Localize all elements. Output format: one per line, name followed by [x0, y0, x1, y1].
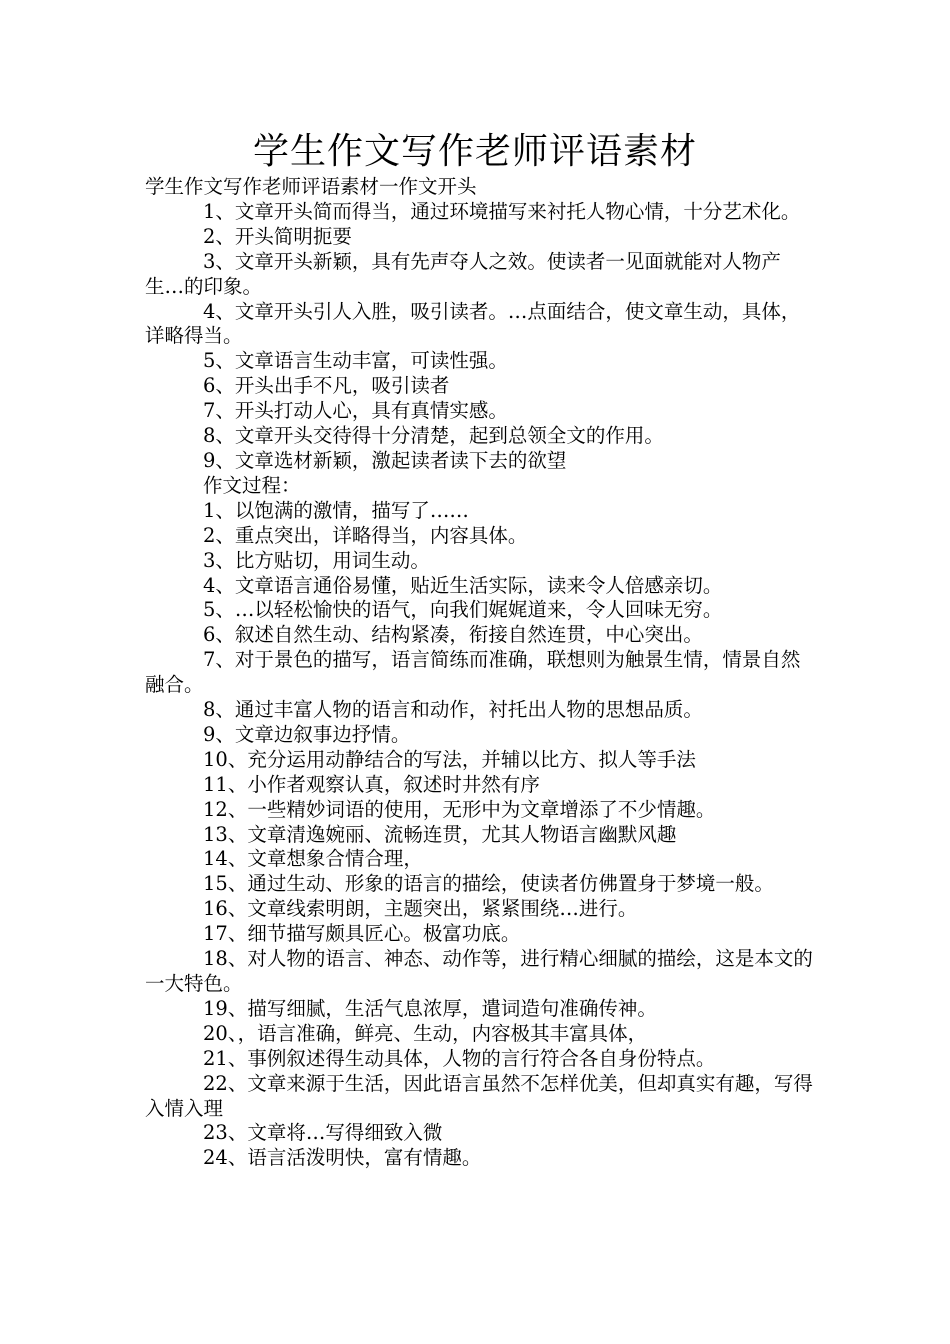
- paragraph: 10、充分运用动静结合的写法，并辅以比方、拟人等手法: [203, 747, 696, 771]
- paragraph: 6、叙述自然生动、结构紧凑，衔接自然连贯，中心突出。: [203, 623, 703, 647]
- paragraph: 21、事例叙述得生动具体，人物的言行符合各自身份特点。: [203, 1046, 716, 1070]
- paragraph: 13、文章清逸婉丽、流畅连贯，尤其人物语言幽默风趣: [203, 822, 677, 846]
- paragraph: 5、…以轻松愉快的语气，向我们娓娓道来，令人回味无穷。: [203, 598, 723, 622]
- paragraph: 7、开头打动人心，具有真情实感。: [203, 399, 508, 423]
- paragraph: 16、文章线索明朗，主题突出，紧紧围绕…进行。: [203, 897, 638, 921]
- paragraph: 9、文章选材新颖，激起读者读下去的欲望: [203, 448, 567, 472]
- paragraph: 14、文章想象合情合理，: [203, 847, 423, 871]
- paragraph: 12、一些精妙词语的使用，无形中为文章增添了不少情趣。: [203, 797, 716, 821]
- paragraph: 1、以饱满的激情，描写了……: [203, 498, 469, 522]
- paragraph: 20、，语言准确，鲜亮、生动，内容极其丰富具体，: [203, 1021, 648, 1045]
- paragraph: 22、文章来源于生活，因此语言虽然不怎样优美，但却真实有趣，写得入情入理: [145, 1071, 813, 1120]
- section-heading: 学生作文写作老师评语素材一作文开头: [145, 175, 477, 198]
- paragraph: 6、开头出手不凡，吸引读者: [203, 374, 450, 398]
- paragraph: 11、小作者观察认真，叙述时井然有序: [203, 772, 540, 796]
- paragraph: 15、通过生动、形象的语言的描绘，使读者仿佛置身于梦境一般。: [203, 872, 774, 896]
- page-title: 学生作文写作老师评语素材: [252, 131, 697, 172]
- paragraph: 2、重点突出，详略得当，内容具体。: [203, 523, 528, 547]
- paragraph: 5、文章语言生动丰富，可读性强。: [203, 349, 508, 373]
- paragraph: 4、文章语言通俗易懂，贴近生活实际，读来令人倍感亲切。: [203, 573, 723, 597]
- paragraph: 19、描写细腻，生活气息浓厚，遣词造句准确传神。: [203, 996, 657, 1020]
- paragraph: 8、文章开头交待得十分清楚，起到总领全文的作用。: [203, 424, 664, 448]
- paragraph: 3、比方贴切，用词生动。: [203, 548, 430, 572]
- paragraph: 3、文章开头新颖，具有先声夺人之效。使读者一见面就能对人物产生…的印象。: [145, 249, 781, 298]
- paragraph: 9、文章边叙事边抒情。: [203, 722, 411, 746]
- paragraph: 1、文章开头简而得当，通过环境描写来衬托人物心情，十分艺术化。: [203, 199, 801, 223]
- document-body: [145, 175, 813, 1171]
- paragraph: 2、开头简明扼要: [203, 224, 352, 248]
- paragraph: 4、文章开头引人入胜，吸引读者。…点面结合，使文章生动，具体，详略得当。: [145, 299, 801, 348]
- paragraph: 作文过程：: [203, 473, 301, 497]
- paragraph: 18、对人物的语言、神态、动作等，进行精心细腻的描绘，这是本文的一大特色。: [145, 947, 813, 995]
- paragraph: 7、对于景色的描写，语言简练而准确，联想则为触景生情，情景自然融合。: [145, 648, 801, 697]
- paragraph: 8、通过丰富人物的语言和动作，衬托出人物的思想品质。: [203, 698, 703, 722]
- paragraph: 23、文章将…写得细致入微: [203, 1121, 443, 1145]
- paragraph: 24、语言活泼明快，富有情趣。: [203, 1146, 482, 1170]
- paragraph: 17、细节描写颇具匠心。极富功底。: [203, 922, 521, 946]
